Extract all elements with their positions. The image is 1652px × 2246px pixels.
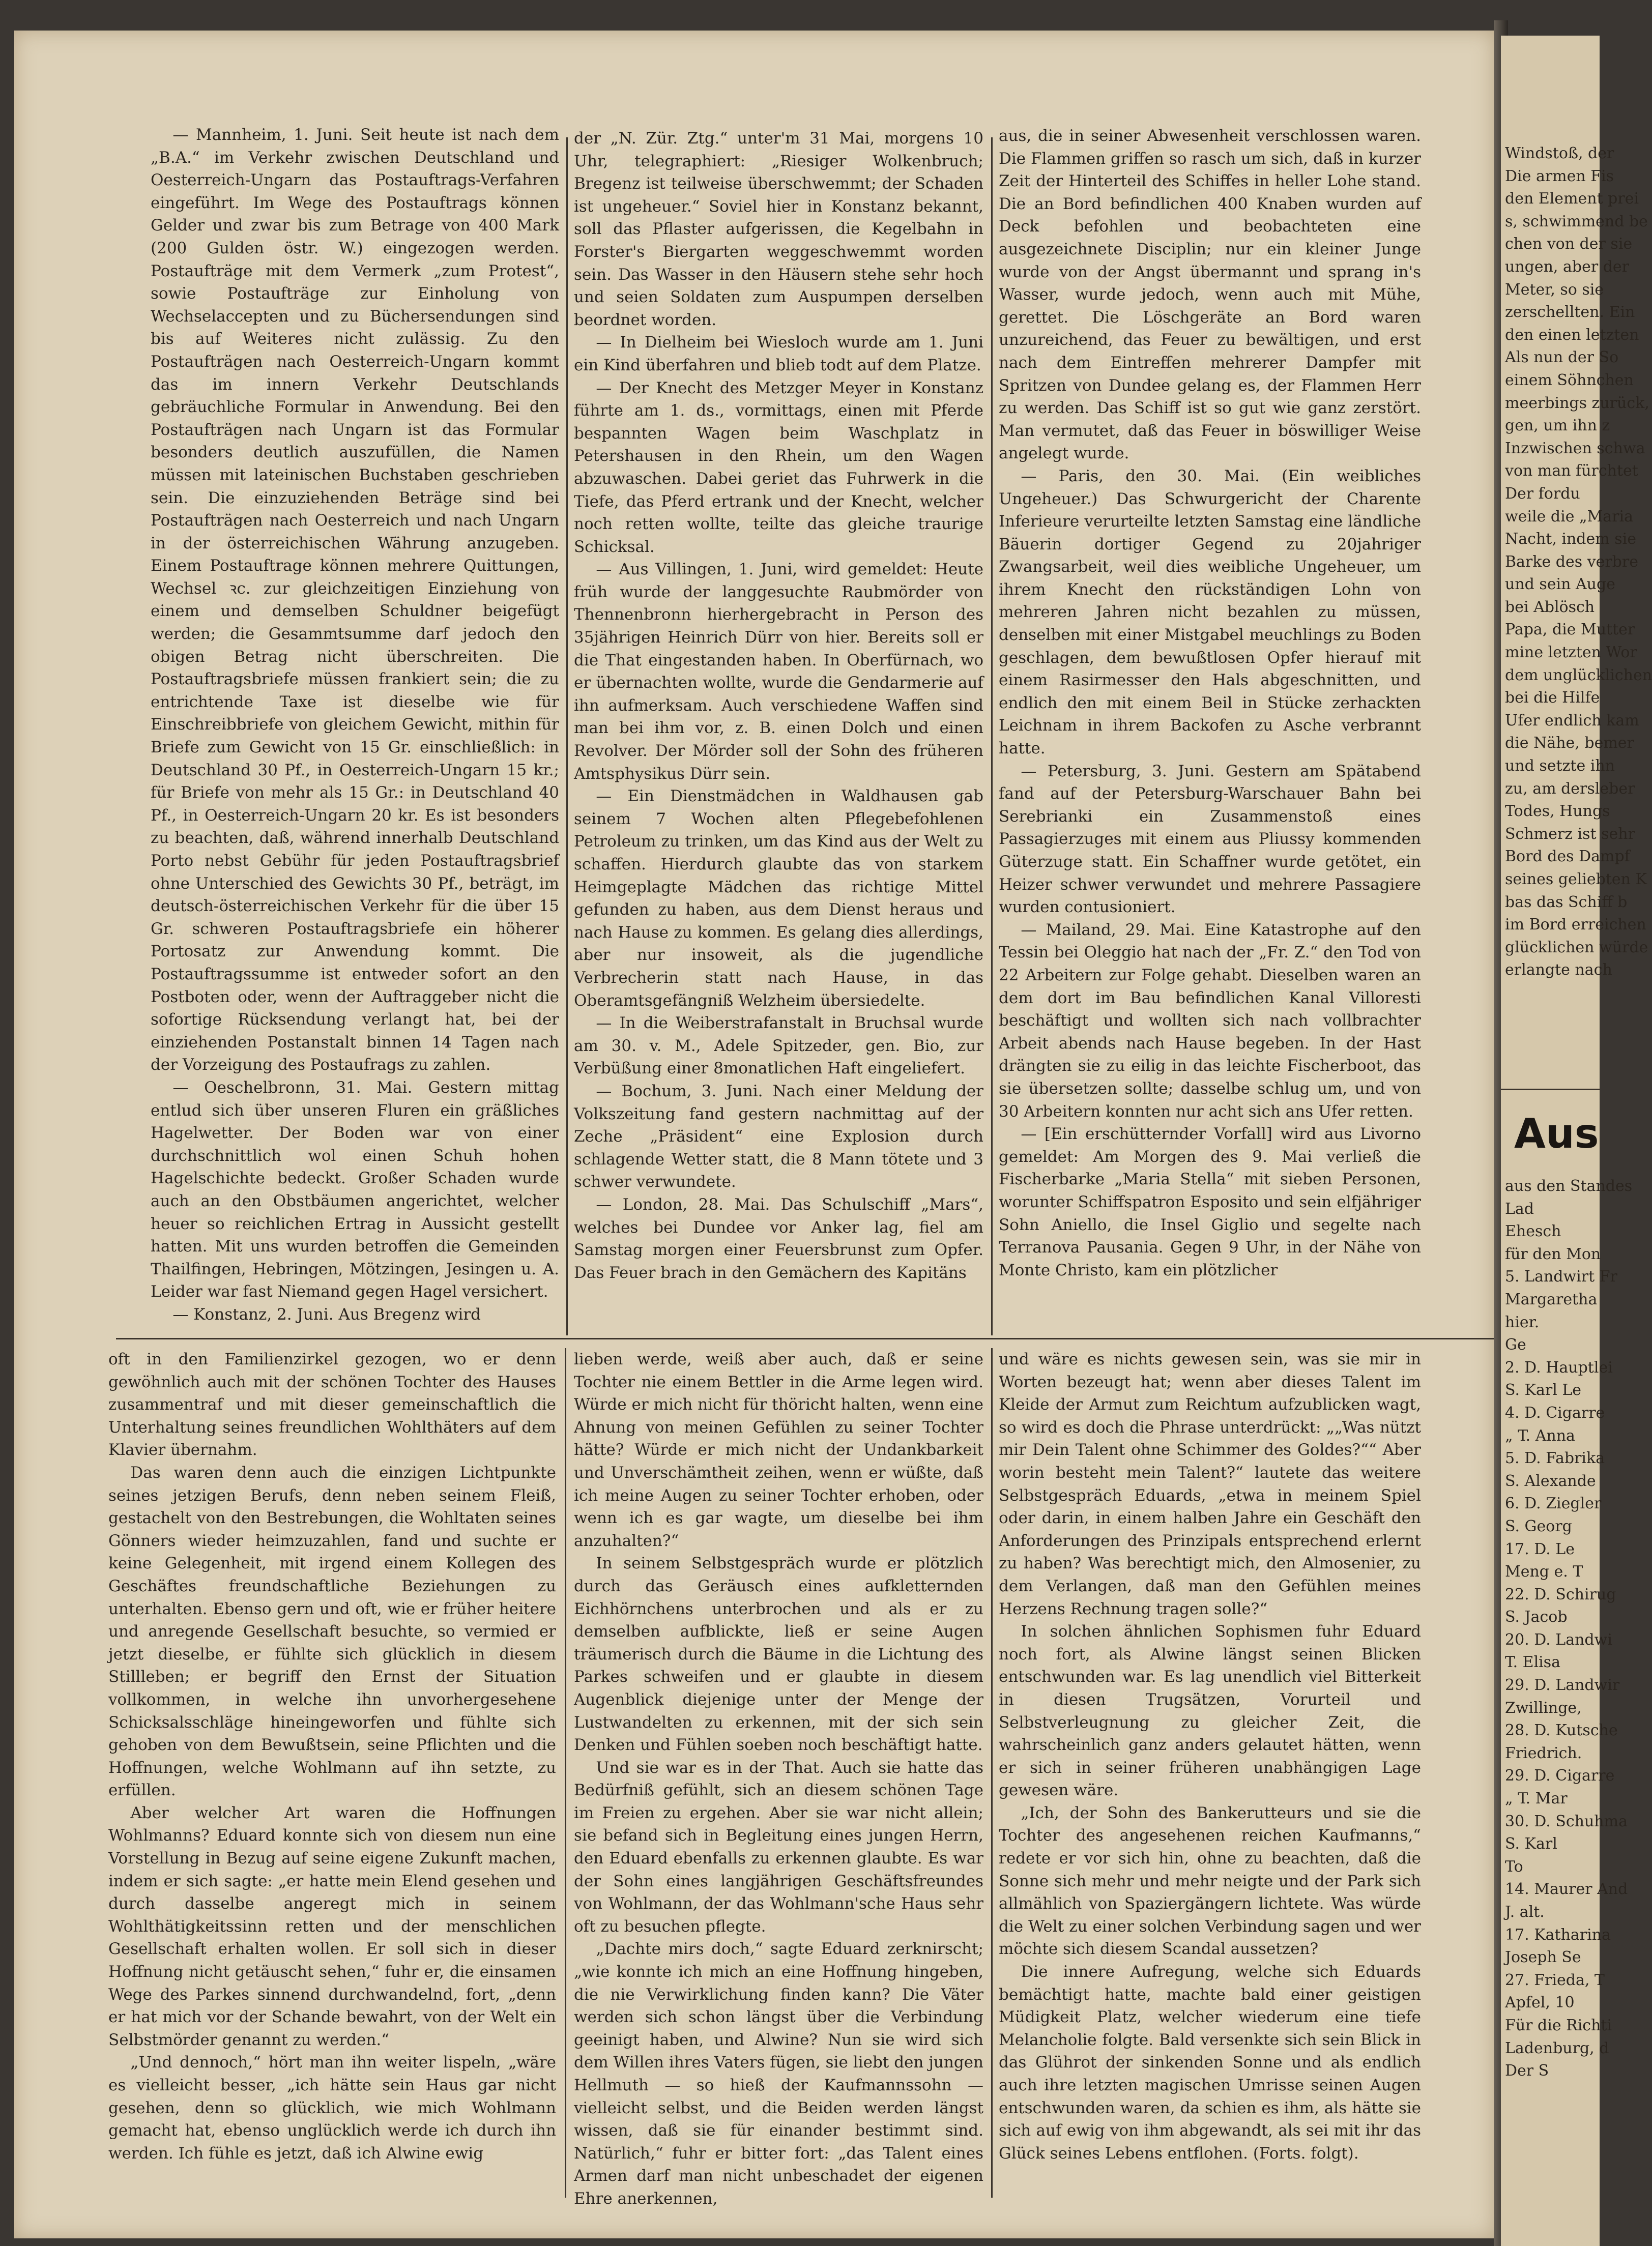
news-item-bochum: — Bochum, 3. Juni. Nach einer Meldung der Volkszeitung fand gestern nachmittag auf der Zeche „Präsident“ eine Explosion durch schlagende Wetter statt, die 8 Mann tötete und 3 schwer verwundete. [574, 1082, 983, 1191]
adjacent-page-line: Für die Richti [1505, 2016, 1612, 2034]
news-item-waldhausen: — Ein Dienstmädchen in Waldhausen gab seinem 7 Wochen alten Pflegebefohlenen Petroleum zu trinken, um das Kind aus der Welt zu schaffen. Hierdurch glaubte das von starkem Heimgeplagte Mädchen das richtige Mittel gefunden zu haben, aus dem Dienst heraus und nach Hause zu kommen. Es gelang dies allerdings, aber nur insoweit, als die jugendliche Verbrecherin statt nach Hause, in das Oberamtsgefängniß Welzheim übersiedelte. [574, 787, 983, 1010]
story-paragraph: Aber welcher Art waren die Hoffnungen Wohlmanns? Eduard konnte sich von diesem nun eine Vorstellung in Bezug auf seine eigene Zukunft machen, indem er sich sagte: „er hatte mein Elend gesehen und durch dasselbe angeregt mich in seinem Wohlthätigkeitssinn retten und der menschlichen Gesellschaft erhalten wollen. Er soll sich in dieser Hoffnung nicht getäuscht sehen,“ fuhr er, die einsamen Wege des Parkes sinnend durchwandelnd, fort, „denn er hat mich vor der Schande bewahrt, von der Welt ein Selbstmörder genannt zu werden.“ [108, 1803, 556, 2049]
feuilleton-column-3 [999, 1348, 1421, 2198]
story-paragraph: In solchen ähnlichen Sophismen fuhr Eduard noch fort, als Alwine längst seinen Blicken entschwunden war. Es lag unendlich viel Bitterkeit in diesen Trugsätzen, Vorurteil und Selbstverleugnung zu gleicher Zeit, die wahrscheinlich ganz anders gelautet hätten, wenn er sich in seiner früheren unabhängigen Lage gewesen wäre. [999, 1622, 1421, 1800]
adjacent-page-line: Inzwischen schwa [1505, 439, 1645, 457]
adjacent-page-line: Der fordu [1505, 484, 1580, 503]
section-rule [1501, 1089, 1600, 1090]
story-paragraph: „Dachte mirs doch,“ sagte Eduard zerknirscht; „wie konnte ich mich an eine Hoffnung hingeben, die nie Verwirklichung finden kann? Die Väter werden sich schon längst über die Verbindung geeinigt haben, und Alwine? Nun sie wird sich dem Willen ihres Vaters fügen, sie liebt den jungen Hellmuth — so hieß der Kaufmannssohn — vielleicht selbst, und die Beiden werden längst wissen, daß sie für einander bestimmt sind. Natürlich,“ fuhr er bitter fort: „das Talent eines Armen darf man nicht unbeschadet der eigenen Ehre anerkennen, [574, 1940, 983, 2208]
adjacent-page-line: 27. Frieda, T [1505, 1971, 1605, 1989]
adjacent-page-line: weile die „Maria [1505, 507, 1633, 526]
adjacent-page-line: Ladenburg, d [1505, 2039, 1609, 2057]
adjacent-page-line: To [1505, 1857, 1523, 1876]
story-paragraph: „Und dennoch,“ hört man ihn weiter lispeln, „wäre es vielleicht besser, „ich hätte sein Haus gar nicht gesehen, denn so glücklich, wie mich Wohlmann gemacht hat, ebenso unglücklich werde ich durch ihn werden. Ich fühle es jetzt, daß ich Alwine ewig [108, 2053, 556, 2163]
feuilleton-column-2 [574, 1348, 983, 2208]
adjacent-page-line: s, schwimmend be [1505, 212, 1648, 230]
adjacent-page-line: Bord des Dampf [1505, 848, 1630, 866]
adjacent-page-line: 14. Maurer And [1505, 1880, 1628, 1899]
news-item-mannheim: — Mannheim, 1. Juni. Seit heute ist nach dem „B.A.“ im Verkehr zwischen Deutschland und Oesterreich-Ungarn das Postauftrags-Verfahren eingeführt. Im Wege des Postauftrags können Gelder und zwar bis zum Betrage von 400 Mark (200 Gulden östr. W.) eingezogen werden. Postaufträge mit dem Vermerk „zum Protest“, sowie Postaufträge zur Einholung von Wechselaccepten und zu Büchersendungen sind bis auf Weiteres nicht zulässig. Zu den Postaufträgen nach Oesterreich-Ungarn kommt das im innern Verkehr Deutschlands gebräuchliche Formular in Anwendung. Bei den Postaufträgen nach Ungarn ist das Formular besonders deutlich auszufüllen, die Namen müssen mit lateinischen Buchstaben geschrieben sein. Die einzuziehenden Beträge sind bei Postaufträgen nach Oesterreich und nach Ungarn in der österreichischen Währung anzugeben. Einem Postauftrage können mehrere Quittungen, Wechsel ꝛc. zur gleichzeitigen Einziehung von einem und demselben Schuldner beigefügt werden; die Gesammtsumme darf jedoch den obigen Betrag nicht überschreiten. Die Postauftragsbriefe müssen frankiert sein; die zu entrichtende Taxe ist dieselbe wie für Einschreibbriefe von gleichem Gewicht, mithin für Briefe zum Gewicht von 15 Gr. einschließlich: in Deutschland 30 Pf., in Oesterreich-Ungarn 15 kr.; für Briefe von mehr als 15 Gr.: in Deutschland 40 Pf., in Oesterreich-Ungarn 20 kr. Es ist besonders zu beachten, daß, während innerhalb Deutschland Porto nebst Gebühr für jeden Postauftragsbrief ohne Unterschied des Gewichts 30 Pf., beträgt, im deutsch-österreichischen Verkehr für die über 15 Gr. schweren Postauftragsbriefe ein höherer Portosatz zur Anwendung kommt. Die Postauftragssumme ist entweder sofort an den Postboten oder, wenn der Auftraggeber nicht die sofortige Rücksendung verlangt hat, bei der einziehenden Postanstalt binnen 14 Tagen nach der Vorzeigung des Postaufrags zu zahlen. [151, 126, 559, 1074]
feuilleton-column-1 [108, 1348, 556, 2198]
news-item-livorno: — [Ein erschütternder Vorfall] wird aus Livorno gemeldet: Am Morgen des 9. Mai verließ die Fischerbarke „Maria Stella“ mit sieben Personen, worunter Schiffspatron Esposito und sein elfjähriger Sohn Aniello, die Insel Giglio und segelte nach Terranova Pausania. Gegen 9 Uhr, in der Nähe von Monte Christo, kam ein plötzlicher [999, 1125, 1421, 1279]
adjacent-page-line: Margaretha [1505, 1290, 1598, 1308]
story-paragraph: oft in den Familienzirkel gezogen, wo er denn gewöhnlich auch mit der schönen Tochter des Hauses zusammentraf und mit dieser gemeinschaftlich die Unterhaltung seines freundlichen Wohlthäters auf dem Klavier übernahm. [108, 1350, 556, 1460]
adjacent-page-line: 17. D. Le [1505, 1540, 1575, 1558]
adjacent-page-line: chen von der sie [1505, 235, 1633, 253]
adjacent-page-line: den Element prei [1505, 190, 1639, 208]
adjacent-page-line: bei die Hilfe [1505, 689, 1600, 707]
news-item-konstanz-cont: der „N. Zür. Ztg.“ unter'm 31 Mai, morgens 10 Uhr, telegraphiert: „Riesiger Wolkenbruch; Bregenz ist teilweise überschwemmt; der Schaden ist ungeheuer.“ Soviel hier in Konstanz bekannt, soll das Pflaster aufgerissen, die Kegelbahn in Forster's Biergarten weggeschwemmt worden sein. Das Wasser in den Häusern stehe sehr hoch und seien Soldaten zum Auspumpen derselben beordnet worden. [574, 129, 983, 329]
adjacent-page-line: Nacht, indem sie [1505, 530, 1636, 548]
story-paragraph: Das waren denn auch die einzigen Lichtpunkte seines jetzigen Berufs, denn neben seinem Fleiß, gestachelt von den Bestrebungen, die Wohltaten seines Gönners wieder heimzuzahlen, fand und suchte er keine Gelegenheit, mit irgend einem Kollegen des Geschäftes freundschaftliche Beziehungen zu unterhalten. Ebenso gern und oft, wie er früher heitere und anregende Gesellschaft besuchte, so vermied er jetzt dieselbe, er fühlte sich glücklich in diesem Stillleben; er begriff den Ernst der Situation vollkommen, in welche ihn unvorhergesehene Schicksalsschläge hineingeworfen und fühlte sich gehoben von dem Bewußtsein, seine Pflichten und die Hoffnungen, welche Wohlmann auf ihn setzte, zu erfüllen. [108, 1463, 556, 1800]
adjacent-page-line: im Bord erreichen [1505, 916, 1646, 934]
news-item-petersburg: — Petersburg, 3. Juni. Gestern am Spätabend fand auf der Petersburg-Warschauer Bahn bei Serebrianki ein Zusammenstoß eines Passagierzuges mit einem aus Pliussy kommenden Güterzuge statt. Ein Schaffner wurde getötet, ein Heizer schwer verwundet und mehrere Passagiere wurden contusioniert. [999, 762, 1421, 917]
adjacent-page-line: S. Karl Le [1505, 1381, 1581, 1399]
column-rule [566, 137, 568, 1335]
adjacent-page-line: S. Jacob [1505, 1608, 1568, 1626]
news-item-konstanz-start: — Konstanz, 2. Juni. Aus Bregenz wird [172, 1305, 481, 1324]
adjacent-page-line: Lad [1505, 1200, 1534, 1218]
adjacent-page-line: aus den Standes [1505, 1177, 1633, 1195]
adjacent-page-line: hier. [1505, 1313, 1540, 1331]
adjacent-page-line: Die armen Fis [1505, 167, 1614, 185]
adjacent-page-line: seines geliebten K [1505, 870, 1647, 888]
adjacent-page-text-top [1501, 142, 1652, 982]
adjacent-page-line: Schmerz ist sehr [1505, 825, 1635, 843]
news-item-knecht: — Der Knecht des Metzger Meyer in Konstanz führte am 1. ds., vormittags, einen mit Pferde bespannten Wagen beim Waschplatz in Petershausen in den Rhein, um den Wagen abzuwaschen. Dabei geriet das Fuhrwerk in die Tiefe, das Pferd ertrank und der Knecht, welcher noch retten wollte, teilte das gleiche traurige Schicksal. [574, 378, 983, 556]
adjacent-page-line: von man fürchtet [1505, 462, 1638, 480]
adjacent-page-line: Barke des verbre [1505, 552, 1638, 571]
adjacent-page-line: Ge [1505, 1336, 1526, 1354]
adjacent-page-line: 22. D. Schirug [1505, 1585, 1616, 1603]
adjacent-page-line: 30. D. Schuhma [1505, 1812, 1628, 1830]
adjacent-page-line: Als nun der So [1505, 348, 1619, 367]
section-rule [116, 1338, 1494, 1339]
column-rule [991, 1348, 993, 2198]
adjacent-page-line: Zwillinge, [1505, 1699, 1582, 1717]
news-item-london-cont: aus, die in seiner Abwesenheit verschlossen waren. Die Flammen griffen so rasch um sich, daß in kurzer Zeit der Hinterteil des Schiffes in heller Lohe stand. Die an Bord befindlichen 400 Knaben wurden auf Deck befohlen und beobachteten eine ausgezeichnete Disciplin; nur ein kleiner Junge wurde von der Angst übermannt und sprang in's Wasser, wurde jedoch, wenn auch mit Mühe, gerettet. Die Löschgeräte an Bord waren unzureichend, das Feuer zu bewältigen, und erst nach dem Eintreffen mehrerer Dampfer mit Spritzen von Dundee gelang es, der Flammen Herr zu werden. Das Schiff ist so gut wie ganz zerstört. Man vermutet, daß das Feuer in böswilliger Weise angelegt wurde. [999, 127, 1421, 463]
news-item-dielheim: — In Dielheim bei Wiesloch wurde am 1. Juni ein Kind überfahren und blieb todt auf dem Platze. [574, 333, 983, 374]
news-item-bruchsal: — In die Weiberstrafanstalt in Bruchsal wurde am 30. v. M., Adele Spitzeder, gen. Bio, zur Verbüßung einer 8monatlichen Haft eingeliefert. [574, 1014, 983, 1078]
adjacent-page-line: Apfel, 10 [1505, 1994, 1575, 2012]
adjacent-page-line: Meng e. T [1505, 1563, 1583, 1581]
news-item-london: — London, 28. Mai. Das Schulschiff „Mars“, welches bei Dundee vor Anker lag, fiel am Samstag morgen einer Feuersbrunst zum Opfer. Das Feuer brach in den Gemächern des Kapitäns [574, 1195, 983, 1282]
adjacent-page-line: erlangte nach [1505, 961, 1612, 979]
adjacent-page-line: 29. D. Landwir [1505, 1676, 1620, 1695]
adjacent-page-line: S. Karl [1505, 1835, 1557, 1853]
column-rule [565, 1348, 566, 2198]
adjacent-page-line: die Nähe, bemer [1505, 734, 1634, 752]
adjacent-page-line: „ T. Anna [1505, 1426, 1575, 1445]
adjacent-page-line: Ehesch [1505, 1222, 1561, 1241]
advertisement-heading: Aus [1514, 1110, 1599, 1157]
story-paragraph: und wäre es nichts gewesen sein, was sie mir in Worten bezeugt hat; wenn aber dieses Talent im Kleide der Armut zum Reichtum aufzublicken wagt, so wird es doch die Phrase unterdrückt: „„Was nützt mir Dein Talent ohne Schimmer des Goldes?““ Aber worin besteht mein Talent?“ lautete das weitere Selbstgespräch Eduards, „etwa in meinem Spiel oder darin, in einem halben Jahre ein Geschäft den Anforderungen des Prinzipals entsprechend erlernt zu haben? Was berechtigt mich, den Almosenier, zu dem Verlangen, daß man den Gefühlen meines Herzens Rechnung tragen solle?“ [999, 1350, 1421, 1618]
article-column-top-2 [574, 127, 983, 1338]
news-item-mailand: — Mailand, 29. Mai. Eine Katastrophe auf den Tessin bei Oleggio hat nach der „Fr. Z.“ den Tod von 22 Arbeitern zur Folge gehabt. Dieselben waren an dem dort im Bau befindlichen Kanal Villoresti beschäftigt und wollten sich nach vollbrachter Arbeit abends nach Hause begeben. In der Hast drängten sie zu eilig in das leichte Fischerboot, das sie übersetzen sollte; dasselbe schlug um, und von 30 Arbeitern konnten nur acht sich ans Ufer retten. [999, 920, 1421, 1121]
adjacent-page-line: 20. D. Landwi [1505, 1630, 1612, 1649]
adjacent-page-line: Todes, Hungs [1505, 802, 1610, 821]
adjacent-page-line: glücklichen würde [1505, 938, 1648, 956]
adjacent-page-line: 6. D. Ziegler [1505, 1495, 1602, 1513]
adjacent-page-line: und setzte ihn [1505, 757, 1615, 775]
adjacent-page-line: 29. D. Cigarre [1505, 1767, 1615, 1785]
article-column-top-1 [151, 124, 559, 1334]
adjacent-page-line: bas das Schiff b [1505, 893, 1628, 911]
adjacent-page-line: zerschellten. Ein [1505, 303, 1635, 322]
adjacent-page-line: 5. Landwirt Fr [1505, 1268, 1617, 1286]
story-paragraph: Die innere Aufregung, welche sich Eduards bemächtigt hatte, machte bald einer geistigen Müdigkeit Platz, welcher wiederum eine tiefe Melancholie folgte. Bald versenkte sich sein Blick in das Glührot der sinkenden Sonne und als endlich auch ihre letzten magischen Umrisse seinen Augen entschwunden waren, da schien es ihm, als hätte sie sich auf ewig von ihm abgewandt, als sei mit ihr das Glück seines Lebens entflohen. (Forts. folgt). [999, 1963, 1421, 2163]
adjacent-page-line: Der S [1505, 2062, 1549, 2080]
story-paragraph: In seinem Selbstgespräch wurde er plötzlich durch das Geräusch eines aufkletternden Eichhörnchens unterbrochen und als er zu demselben aufblickte, ließ er seine Augen träumerisch durch die Bäume in die Lichtung des Parkes schweifen und er glaubte in diesem Augenblick diejenige unter der Menge der Lustwandelten zu erkennen, mit der sich sein Denken und Fühlen soeben noch beschäftigt hatte. [574, 1554, 983, 1755]
adjacent-page-text-bottom [1501, 1175, 1632, 2083]
adjacent-page-edge [1501, 36, 1652, 2246]
story-paragraph: „Ich, der Sohn des Bankerutteurs und sie die Tochter des angesehenen reichen Kaufmanns,“ redete er vor sich hin, ohne zu beachten, daß die Sonne sich mehr und mehr neigte und der Park sich allmählich von Spaziergängern lichtete. Was würde die Welt zu einer solchen Verbindung sagen und wer möchte sich diesem Scandal aussetzen? [999, 1803, 1421, 1959]
adjacent-page-line: dem unglücklichen [1505, 666, 1652, 684]
adjacent-page-line: gen, um ihn z [1505, 417, 1610, 435]
adjacent-page-line: 17. Katharina [1505, 1926, 1611, 1944]
adjacent-page-line: Meter, so sie [1505, 280, 1604, 299]
adjacent-page-line: Ufer endlich kam [1505, 711, 1639, 730]
adjacent-page-line: Joseph Se [1505, 1948, 1581, 1967]
story-paragraph: Und sie war es in der That. Auch sie hatte das Bedürfniß gefühlt, sich an diesem schönen Tage im Freien zu ergehen. Aber sie war nicht allein; sie befand sich in Begleitung eines jungen Herrn, den Eduard ebenfalls zu erkennen glaubte. Es war der Sohn eines langjährigen Geschäftsfreundes von Wohlmann, der das Wohlmann'sche Haus sehr oft zu besuchen pflegte. [574, 1758, 983, 1936]
article-column-top-3 [999, 125, 1421, 1335]
adjacent-page-line: mine letzten Wor [1505, 644, 1637, 662]
adjacent-page-line: Papa, die Mutter [1505, 621, 1635, 639]
adjacent-page-line: 4. D. Cigarre [1505, 1404, 1605, 1422]
adjacent-page-line: ungen, aber der [1505, 257, 1630, 276]
news-item-oeschelbronn: — Oeschelbronn, 31. Mai. Gestern mittag entlud sich über unseren Fluren ein gräßliches Hagelwetter. Der Boden war von einer durchschnittlich wol einen Schuh hohen Hagelschichte bedeckt. Großer Schaden wurde auch an den Obstbäumen angerichtet, welcher heuer so reichlichen Ertrag in Aussicht gestellt hatten. Mit uns wurden betroffen die Gemeinden Thailfingen, Hebringen, Mötzingen, Jesingen u. A. Leider war fast Niemand gegen Hagel versichert. [151, 1078, 559, 1301]
adjacent-page-line: 28. D. Kutsche [1505, 1722, 1618, 1740]
adjacent-page-line: S. Georg [1505, 1517, 1572, 1535]
adjacent-page-line: meerbings zurück, [1505, 394, 1649, 412]
adjacent-page-line: den einen letzten [1505, 326, 1639, 344]
adjacent-page-line: T. Elisa [1505, 1653, 1561, 1672]
column-rule [991, 137, 993, 1335]
adjacent-page-line: zu, am dersleber [1505, 779, 1635, 798]
adjacent-page-line: bei Ablösch [1505, 598, 1595, 616]
adjacent-page-line: 2. D. Hauptlei [1505, 1358, 1613, 1377]
adjacent-page-line: „ T. Mar [1505, 1790, 1568, 1808]
adjacent-page-line: J. alt. [1505, 1903, 1545, 1921]
adjacent-page-line: S. Alexande [1505, 1472, 1596, 1490]
adjacent-page-line: für den Mon [1505, 1245, 1601, 1263]
newspaper-page [14, 31, 1494, 2238]
adjacent-page-line: einem Söhnchen [1505, 371, 1634, 389]
news-item-paris: — Paris, den 30. Mai. (Ein weibliches Ungeheuer.) Das Schwurgericht der Charente Inferieure verurteilte letzten Samstag eine ländliche Bäuerin dortiger Gegend zu 20jahriger Zwangsarbeit, weil dies weibliche Ungeheuer, um ihrem Knecht den rückständigen Lohn von mehreren Jahren nicht bezahlen zu müssen, denselben mit einer Mistgabel meuchlings zu Boden geschlagen, dem bewußtlosen Opfer hierauf mit einem Rasirmesser den Hals abgeschnitten, und endlich den mit einem Beil in Stücke zerhackten Leichnam in ihrem Backofen zu Asche verbrannt hatte. [999, 466, 1421, 758]
story-paragraph: lieben werde, weiß aber auch, daß er seine Tochter nie einem Bettler in die Arme legen wird. Würde er mich nicht für thöricht halten, wenn eine Ahnung von meinen Gefühlen zu seiner Tochter hätte? Würde er mich nicht der Undankbarkeit und Unverschämtheit zeihen, wenn er wüßte, daß ich meine Augen zu seiner Tochter erhoben, oder wenn ich es gar wagte, um dieselbe bei ihm anzuhalten?“ [574, 1350, 983, 1550]
adjacent-page-line: Friedrich. [1505, 1744, 1582, 1762]
adjacent-page-line: 5. D. Fabrika [1505, 1449, 1605, 1468]
adjacent-page-line: und sein Auge [1505, 575, 1615, 594]
adjacent-page-line: Windstoß, der [1505, 144, 1614, 162]
news-item-villingen: — Aus Villingen, 1. Juni, wird gemeldet: Heute früh wurde der langgesuchte Raubmörder von Thennenbronn hierhergebracht in Person des 35jährigen Heinrich Dürr von hier. Bereits soll er die That eingestanden haben. In Oberfürnach, wo er übernachten wollte, wurde die Gendarmerie auf ihn aufmerksam. Auch verschiedene Waffen sind man bei ihm vor, z. B. einen Dolch und einen Revolver. Der Mörder soll der Sohn des früheren Amtsphysikus Dürr sein. [574, 560, 983, 783]
